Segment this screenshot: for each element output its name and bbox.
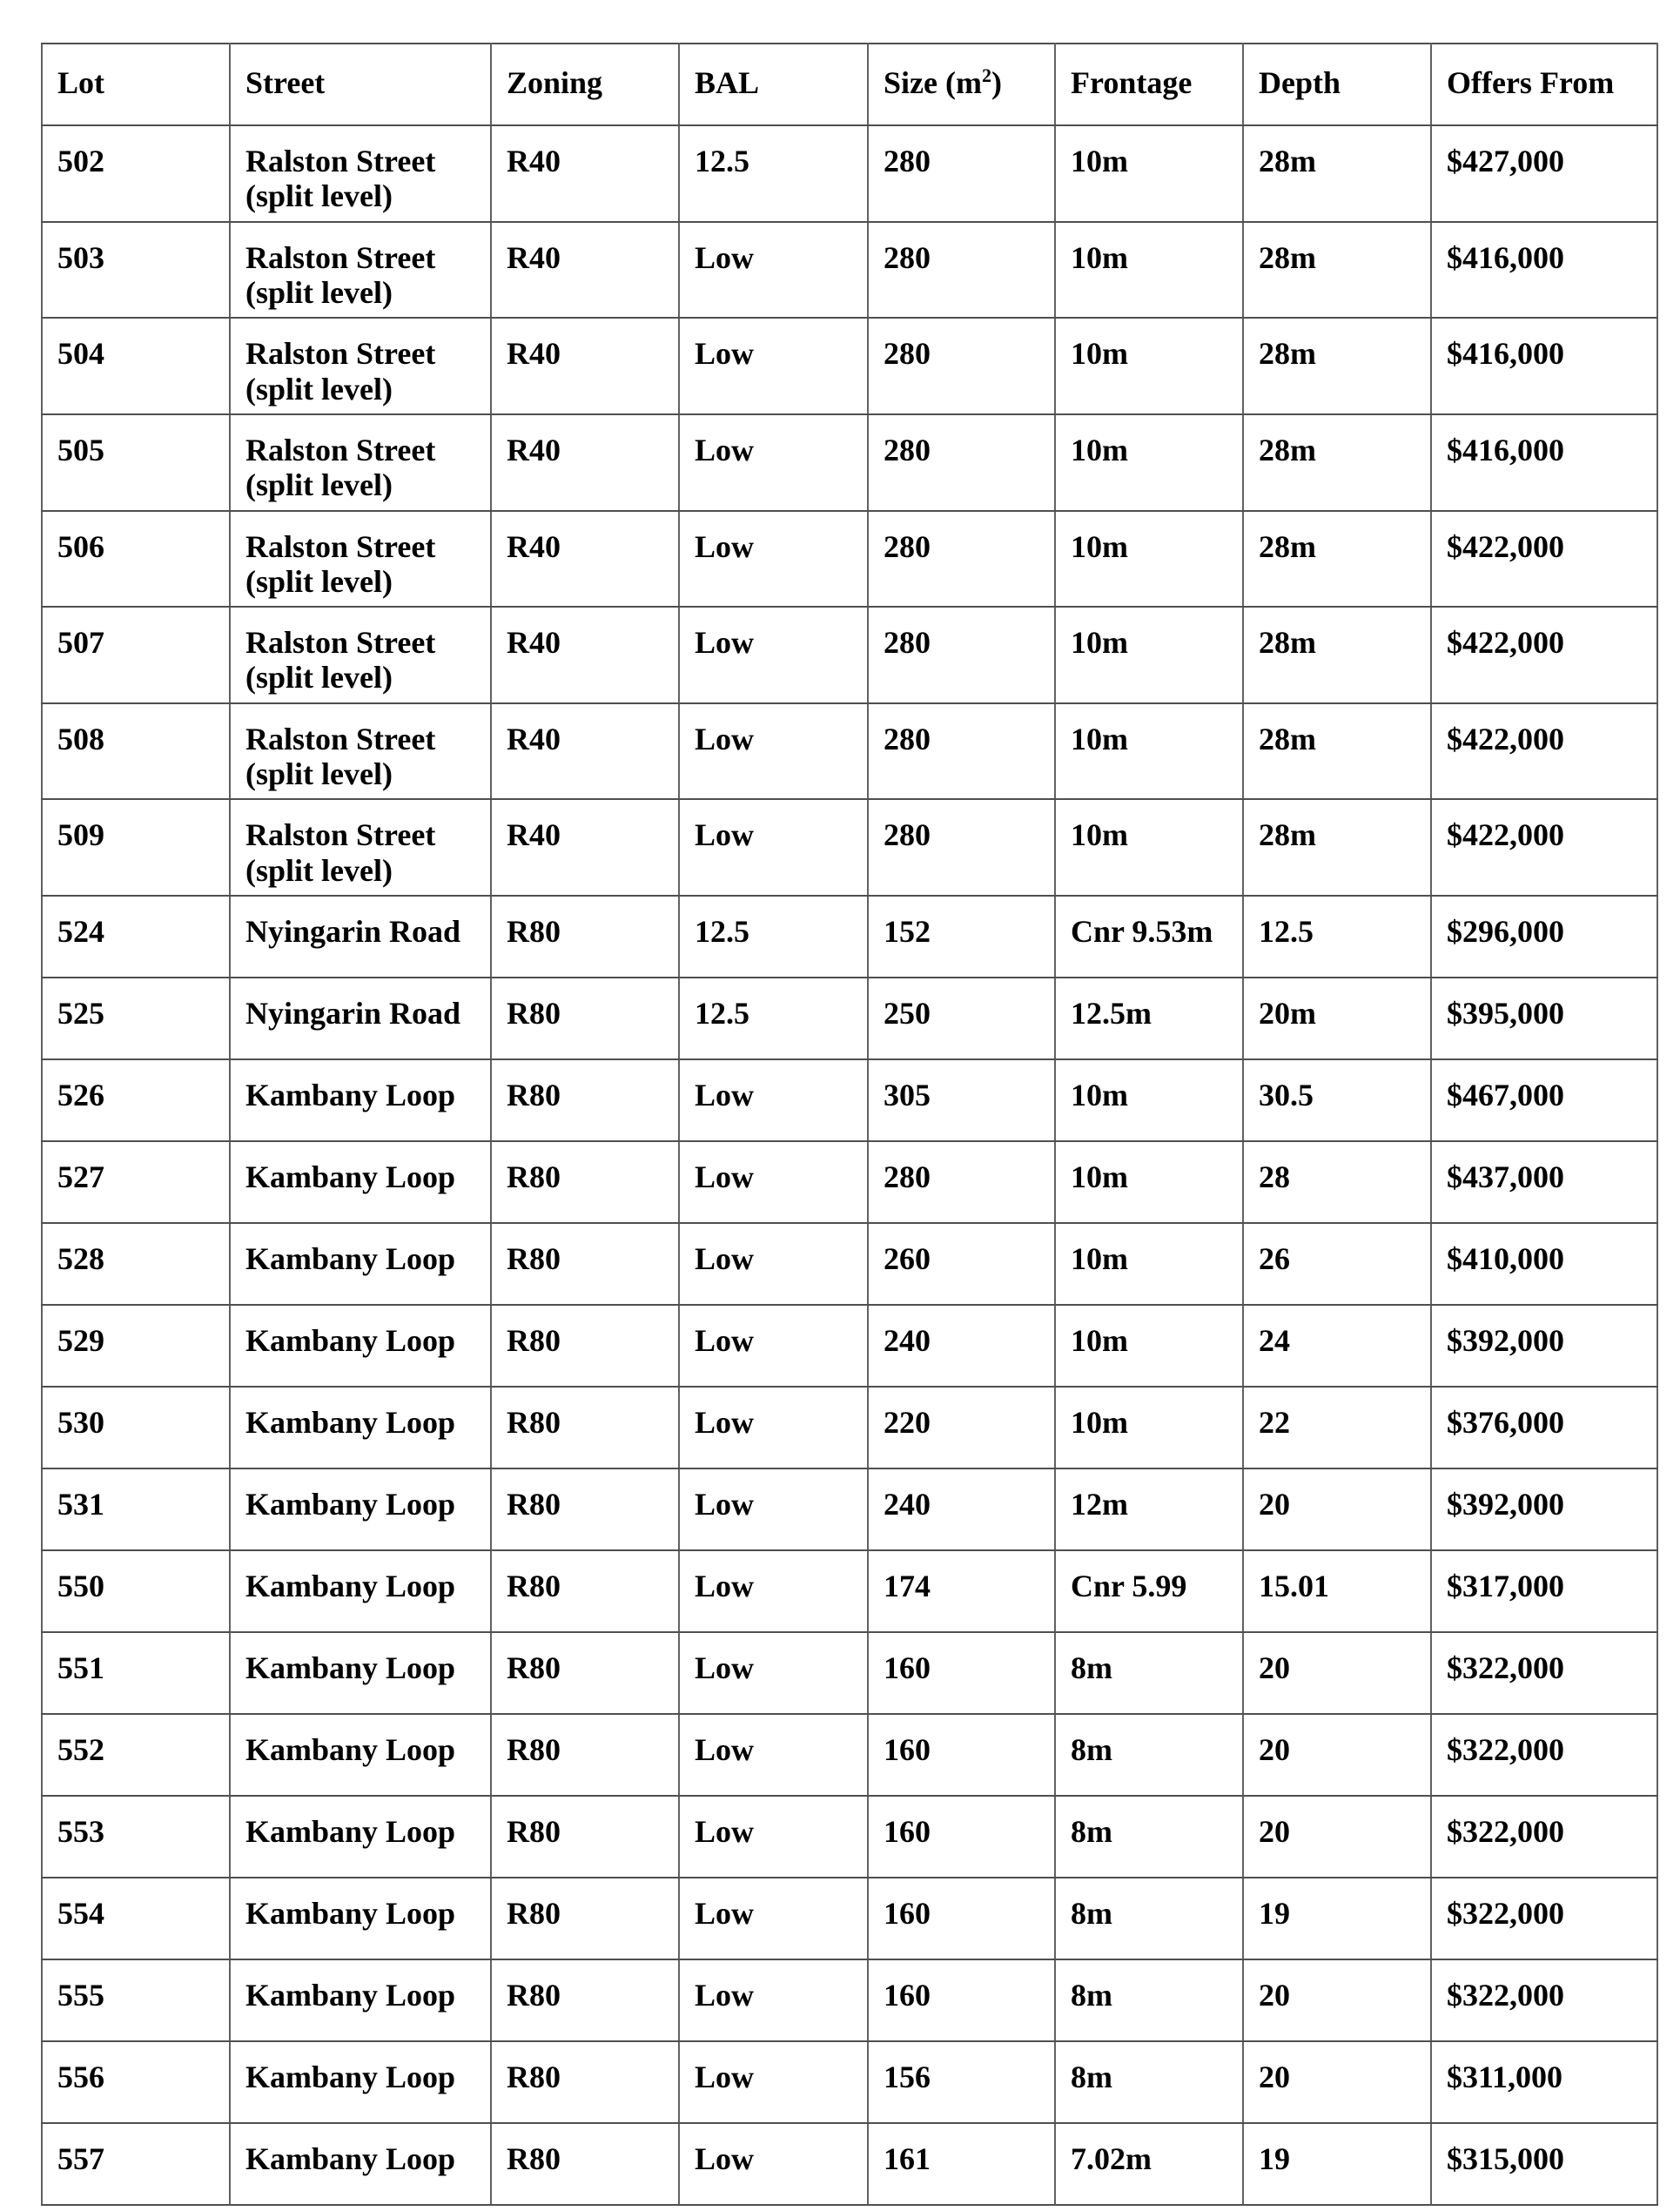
cell-zoning: R80 xyxy=(491,1223,679,1305)
cell-street xyxy=(230,1632,491,1714)
cell-offers: $311,000 xyxy=(1431,2041,1657,2123)
cell-street xyxy=(230,125,491,222)
cell-offers: $416,000 xyxy=(1431,222,1657,319)
cell-street xyxy=(230,2123,491,2205)
street-name: Ralston Street xyxy=(245,528,436,564)
cell-lot: 557 xyxy=(42,2123,230,2205)
cell-size: 280 xyxy=(868,318,1055,414)
cell-bal: Low xyxy=(679,2041,868,2123)
street-name: Kambany Loop xyxy=(245,1978,456,2013)
cell-street xyxy=(230,1959,491,2041)
cell-street xyxy=(230,1059,491,1141)
table-row xyxy=(42,1878,1657,1959)
cell-frontage: 10m xyxy=(1055,125,1243,222)
cell-street xyxy=(230,1714,491,1796)
street-name: Ralston Street xyxy=(245,432,436,467)
street-name: Kambany Loop xyxy=(245,1814,456,1849)
table-row xyxy=(42,607,1657,703)
cell-size: 160 xyxy=(868,1632,1055,1714)
street-name: Ralston Street xyxy=(245,625,436,661)
street-name: Nyingarin Road xyxy=(245,996,461,1031)
cell-depth: 19 xyxy=(1243,1878,1431,1959)
cell-lot: 553 xyxy=(42,1796,230,1878)
cell-zoning: R80 xyxy=(491,1714,679,1796)
cell-depth: 20 xyxy=(1243,1714,1431,1796)
street-name: Kambany Loop xyxy=(245,1732,456,1767)
header-street: Street xyxy=(230,44,491,125)
cell-offers: $322,000 xyxy=(1431,1714,1657,1796)
cell-lot: 527 xyxy=(42,1141,230,1223)
cell-lot: 507 xyxy=(42,607,230,703)
cell-zoning: R80 xyxy=(491,1550,679,1632)
lots-table-body xyxy=(42,125,1657,2205)
header-size-base: Size (m xyxy=(884,65,982,100)
cell-lot: 526 xyxy=(42,1059,230,1141)
cell-frontage: 10m xyxy=(1055,1141,1243,1223)
cell-frontage: Cnr 9.53m xyxy=(1055,896,1243,978)
cell-frontage: 10m xyxy=(1055,1059,1243,1141)
cell-offers: $392,000 xyxy=(1431,1305,1657,1387)
cell-bal: Low xyxy=(679,2123,868,2205)
table-row xyxy=(42,1223,1657,1305)
cell-offers: $322,000 xyxy=(1431,1632,1657,1714)
table-row xyxy=(42,1714,1657,1796)
cell-zoning: R80 xyxy=(491,1305,679,1387)
street-note: (split level) xyxy=(245,660,393,696)
cell-frontage: 8m xyxy=(1055,1796,1243,1878)
street-note: (split level) xyxy=(245,178,393,214)
cell-street xyxy=(230,1305,491,1387)
cell-street xyxy=(230,1387,491,1468)
cell-zoning: R80 xyxy=(491,1141,679,1223)
street-note: (split level) xyxy=(245,371,393,407)
street-name: Ralston Street xyxy=(245,144,436,178)
cell-depth: 19 xyxy=(1243,2123,1431,2205)
cell-zoning: R40 xyxy=(491,125,679,222)
cell-offers: $296,000 xyxy=(1431,896,1657,978)
street-name: Kambany Loop xyxy=(245,1078,456,1112)
header-size-close: ) xyxy=(991,65,1002,100)
cell-size: 280 xyxy=(868,414,1055,511)
cell-bal: Low xyxy=(679,1550,868,1632)
cell-street xyxy=(230,607,491,703)
cell-depth: 20 xyxy=(1243,1468,1431,1550)
cell-bal: Low xyxy=(679,799,868,896)
street-note: (split level) xyxy=(245,467,393,503)
cell-frontage: 10m xyxy=(1055,607,1243,703)
cell-offers: $322,000 xyxy=(1431,1878,1657,1959)
cell-frontage: 8m xyxy=(1055,1714,1243,1796)
cell-size: 174 xyxy=(868,1550,1055,1632)
cell-bal: Low xyxy=(679,1223,868,1305)
header-lot: Lot xyxy=(42,44,230,125)
cell-bal: Low xyxy=(679,414,868,511)
header-size xyxy=(868,44,1055,125)
street-name: Ralston Street xyxy=(245,721,436,756)
street-name: Ralston Street xyxy=(245,239,436,275)
cell-zoning: R40 xyxy=(491,607,679,703)
cell-frontage: 10m xyxy=(1055,1387,1243,1468)
street-name: Kambany Loop xyxy=(245,1896,456,1931)
cell-lot: 502 xyxy=(42,125,230,222)
table-row xyxy=(42,222,1657,319)
cell-zoning: R80 xyxy=(491,1796,679,1878)
cell-street xyxy=(230,1141,491,1223)
table-row xyxy=(42,1468,1657,1550)
cell-depth: 12.5 xyxy=(1243,896,1431,978)
cell-lot: 530 xyxy=(42,1387,230,1468)
street-name: Nyingarin Road xyxy=(245,914,461,949)
table-row xyxy=(42,2041,1657,2123)
street-name: Kambany Loop xyxy=(245,1323,456,1358)
cell-depth: 28m xyxy=(1243,318,1431,414)
street-name: Kambany Loop xyxy=(245,1487,456,1522)
cell-lot: 503 xyxy=(42,222,230,319)
cell-offers: $315,000 xyxy=(1431,2123,1657,2205)
cell-offers: $467,000 xyxy=(1431,1059,1657,1141)
cell-size: 280 xyxy=(868,511,1055,608)
cell-street xyxy=(230,978,491,1059)
table-row xyxy=(42,703,1657,800)
cell-street xyxy=(230,511,491,608)
cell-depth: 26 xyxy=(1243,1223,1431,1305)
cell-depth: 28m xyxy=(1243,607,1431,703)
cell-street xyxy=(230,1468,491,1550)
cell-size: 280 xyxy=(868,607,1055,703)
cell-size: 160 xyxy=(868,1878,1055,1959)
cell-lot: 552 xyxy=(42,1714,230,1796)
cell-size: 260 xyxy=(868,1223,1055,1305)
cell-street xyxy=(230,222,491,319)
cell-depth: 28m xyxy=(1243,222,1431,319)
cell-bal: Low xyxy=(679,1796,868,1878)
cell-depth: 20 xyxy=(1243,1632,1431,1714)
cell-offers: $395,000 xyxy=(1431,978,1657,1059)
street-name: Kambany Loop xyxy=(245,2060,456,2094)
cell-size: 250 xyxy=(868,978,1055,1059)
cell-frontage: 10m xyxy=(1055,318,1243,414)
street-note: (split level) xyxy=(245,563,393,599)
header-offers-from: Offers From xyxy=(1431,44,1657,125)
table-row xyxy=(42,1632,1657,1714)
table-row xyxy=(42,1387,1657,1468)
cell-zoning: R80 xyxy=(491,896,679,978)
street-name: Ralston Street xyxy=(245,817,436,853)
cell-bal: Low xyxy=(679,1714,868,1796)
table-row xyxy=(42,1796,1657,1878)
table-row xyxy=(42,125,1657,222)
cell-size: 280 xyxy=(868,222,1055,319)
cell-bal: Low xyxy=(679,703,868,800)
cell-depth: 30.5 xyxy=(1243,1059,1431,1141)
cell-lot: 528 xyxy=(42,1223,230,1305)
cell-offers: $322,000 xyxy=(1431,1796,1657,1878)
cell-depth: 28m xyxy=(1243,703,1431,800)
cell-bal: Low xyxy=(679,607,868,703)
cell-lot: 556 xyxy=(42,2041,230,2123)
table-row xyxy=(42,978,1657,1059)
cell-lot: 506 xyxy=(42,511,230,608)
street-name: Kambany Loop xyxy=(245,1159,456,1194)
cell-bal: Low xyxy=(679,318,868,414)
cell-zoning: R80 xyxy=(491,1468,679,1550)
header-size-superscript: 2 xyxy=(981,64,991,86)
street-note: (split level) xyxy=(245,852,393,888)
table-header-row xyxy=(42,44,1657,125)
table-row xyxy=(42,799,1657,896)
cell-frontage: 7.02m xyxy=(1055,2123,1243,2205)
cell-bal: Low xyxy=(679,1959,868,2041)
cell-offers: $422,000 xyxy=(1431,511,1657,608)
cell-offers: $437,000 xyxy=(1431,1141,1657,1223)
table-row xyxy=(42,414,1657,511)
cell-lot: 504 xyxy=(42,318,230,414)
cell-street xyxy=(230,414,491,511)
table-row xyxy=(42,896,1657,978)
cell-size: 161 xyxy=(868,2123,1055,2205)
cell-bal: 12.5 xyxy=(679,896,868,978)
header-frontage: Frontage xyxy=(1055,44,1243,125)
cell-depth: 28m xyxy=(1243,799,1431,896)
cell-size: 280 xyxy=(868,703,1055,800)
cell-depth: 22 xyxy=(1243,1387,1431,1468)
cell-frontage: 10m xyxy=(1055,222,1243,319)
cell-depth: 20 xyxy=(1243,2041,1431,2123)
table-row xyxy=(42,1059,1657,1141)
cell-lot: 531 xyxy=(42,1468,230,1550)
cell-offers: $376,000 xyxy=(1431,1387,1657,1468)
cell-frontage: 10m xyxy=(1055,1305,1243,1387)
street-name: Kambany Loop xyxy=(245,1650,456,1685)
table-row xyxy=(42,511,1657,608)
cell-zoning: R80 xyxy=(491,1059,679,1141)
cell-offers: $317,000 xyxy=(1431,1550,1657,1632)
street-name: Kambany Loop xyxy=(245,1569,456,1603)
cell-zoning: R80 xyxy=(491,1959,679,2041)
cell-street xyxy=(230,318,491,414)
cell-size: 160 xyxy=(868,1796,1055,1878)
cell-bal: Low xyxy=(679,1305,868,1387)
cell-street xyxy=(230,2041,491,2123)
cell-frontage: 10m xyxy=(1055,703,1243,800)
cell-zoning: R80 xyxy=(491,978,679,1059)
cell-size: 305 xyxy=(868,1059,1055,1141)
cell-lot: 508 xyxy=(42,703,230,800)
cell-depth: 28m xyxy=(1243,414,1431,511)
cell-offers: $392,000 xyxy=(1431,1468,1657,1550)
cell-zoning: R80 xyxy=(491,2041,679,2123)
cell-zoning: R80 xyxy=(491,1632,679,1714)
cell-lot: 524 xyxy=(42,896,230,978)
cell-zoning: R40 xyxy=(491,511,679,608)
street-note: (split level) xyxy=(245,274,393,310)
cell-depth: 20m xyxy=(1243,978,1431,1059)
cell-lot: 525 xyxy=(42,978,230,1059)
street-name: Ralston Street xyxy=(245,336,436,372)
cell-offers: $322,000 xyxy=(1431,1959,1657,2041)
cell-frontage: 8m xyxy=(1055,1959,1243,2041)
table-row xyxy=(42,1305,1657,1387)
table-row xyxy=(42,1141,1657,1223)
cell-lot: 554 xyxy=(42,1878,230,1959)
cell-frontage: 8m xyxy=(1055,1878,1243,1959)
street-name: Kambany Loop xyxy=(245,1405,456,1440)
street-name: Kambany Loop xyxy=(245,2141,456,2176)
cell-zoning: R80 xyxy=(491,2123,679,2205)
cell-lot: 555 xyxy=(42,1959,230,2041)
cell-depth: 15.01 xyxy=(1243,1550,1431,1632)
cell-depth: 28m xyxy=(1243,125,1431,222)
cell-depth: 28 xyxy=(1243,1141,1431,1223)
cell-lot: 551 xyxy=(42,1632,230,1714)
table-row xyxy=(42,1959,1657,2041)
cell-street xyxy=(230,799,491,896)
cell-size: 280 xyxy=(868,125,1055,222)
table-row xyxy=(42,1550,1657,1632)
cell-street xyxy=(230,1796,491,1878)
cell-bal: Low xyxy=(679,511,868,608)
cell-zoning: R40 xyxy=(491,703,679,800)
cell-street xyxy=(230,1223,491,1305)
cell-depth: 24 xyxy=(1243,1305,1431,1387)
cell-depth: 28m xyxy=(1243,511,1431,608)
cell-frontage: 8m xyxy=(1055,1632,1243,1714)
cell-size: 156 xyxy=(868,2041,1055,2123)
cell-bal: Low xyxy=(679,1059,868,1141)
cell-size: 240 xyxy=(868,1305,1055,1387)
cell-street xyxy=(230,703,491,800)
cell-size: 280 xyxy=(868,799,1055,896)
cell-offers: $416,000 xyxy=(1431,318,1657,414)
cell-zoning: R40 xyxy=(491,414,679,511)
cell-bal: Low xyxy=(679,1632,868,1714)
cell-bal: Low xyxy=(679,1141,868,1223)
cell-size: 240 xyxy=(868,1468,1055,1550)
header-depth: Depth xyxy=(1243,44,1431,125)
cell-depth: 20 xyxy=(1243,1959,1431,2041)
cell-offers: $410,000 xyxy=(1431,1223,1657,1305)
cell-size: 220 xyxy=(868,1387,1055,1468)
cell-offers: $427,000 xyxy=(1431,125,1657,222)
cell-size: 280 xyxy=(868,1141,1055,1223)
cell-frontage: 12.5m xyxy=(1055,978,1243,1059)
cell-frontage: 10m xyxy=(1055,414,1243,511)
cell-zoning: R40 xyxy=(491,318,679,414)
cell-bal: Low xyxy=(679,1878,868,1959)
header-bal: BAL xyxy=(679,44,868,125)
cell-frontage: 10m xyxy=(1055,1223,1243,1305)
lots-price-table xyxy=(41,43,1658,2206)
cell-lot: 509 xyxy=(42,799,230,896)
cell-bal: Low xyxy=(679,1387,868,1468)
street-name: Kambany Loop xyxy=(245,1241,456,1276)
cell-frontage: Cnr 5.99 xyxy=(1055,1550,1243,1632)
cell-frontage: 8m xyxy=(1055,2041,1243,2123)
cell-lot: 550 xyxy=(42,1550,230,1632)
cell-depth: 20 xyxy=(1243,1796,1431,1878)
header-zoning: Zoning xyxy=(491,44,679,125)
cell-bal: 12.5 xyxy=(679,978,868,1059)
cell-street xyxy=(230,1550,491,1632)
cell-offers: $422,000 xyxy=(1431,799,1657,896)
cell-lot: 529 xyxy=(42,1305,230,1387)
cell-offers: $422,000 xyxy=(1431,607,1657,703)
cell-frontage: 10m xyxy=(1055,511,1243,608)
cell-frontage: 10m xyxy=(1055,799,1243,896)
cell-street xyxy=(230,896,491,978)
cell-zoning: R40 xyxy=(491,799,679,896)
cell-bal: Low xyxy=(679,222,868,319)
cell-zoning: R40 xyxy=(491,222,679,319)
cell-lot: 505 xyxy=(42,414,230,511)
cell-bal: Low xyxy=(679,1468,868,1550)
cell-street xyxy=(230,1878,491,1959)
cell-size: 160 xyxy=(868,1959,1055,2041)
table-row xyxy=(42,318,1657,414)
cell-size: 152 xyxy=(868,896,1055,978)
cell-zoning: R80 xyxy=(491,1878,679,1959)
cell-zoning: R80 xyxy=(491,1387,679,1468)
cell-size: 160 xyxy=(868,1714,1055,1796)
cell-bal: 12.5 xyxy=(679,125,868,222)
cell-offers: $422,000 xyxy=(1431,703,1657,800)
cell-offers: $416,000 xyxy=(1431,414,1657,511)
table-row xyxy=(42,2123,1657,2205)
cell-frontage: 12m xyxy=(1055,1468,1243,1550)
street-note: (split level) xyxy=(245,756,393,792)
